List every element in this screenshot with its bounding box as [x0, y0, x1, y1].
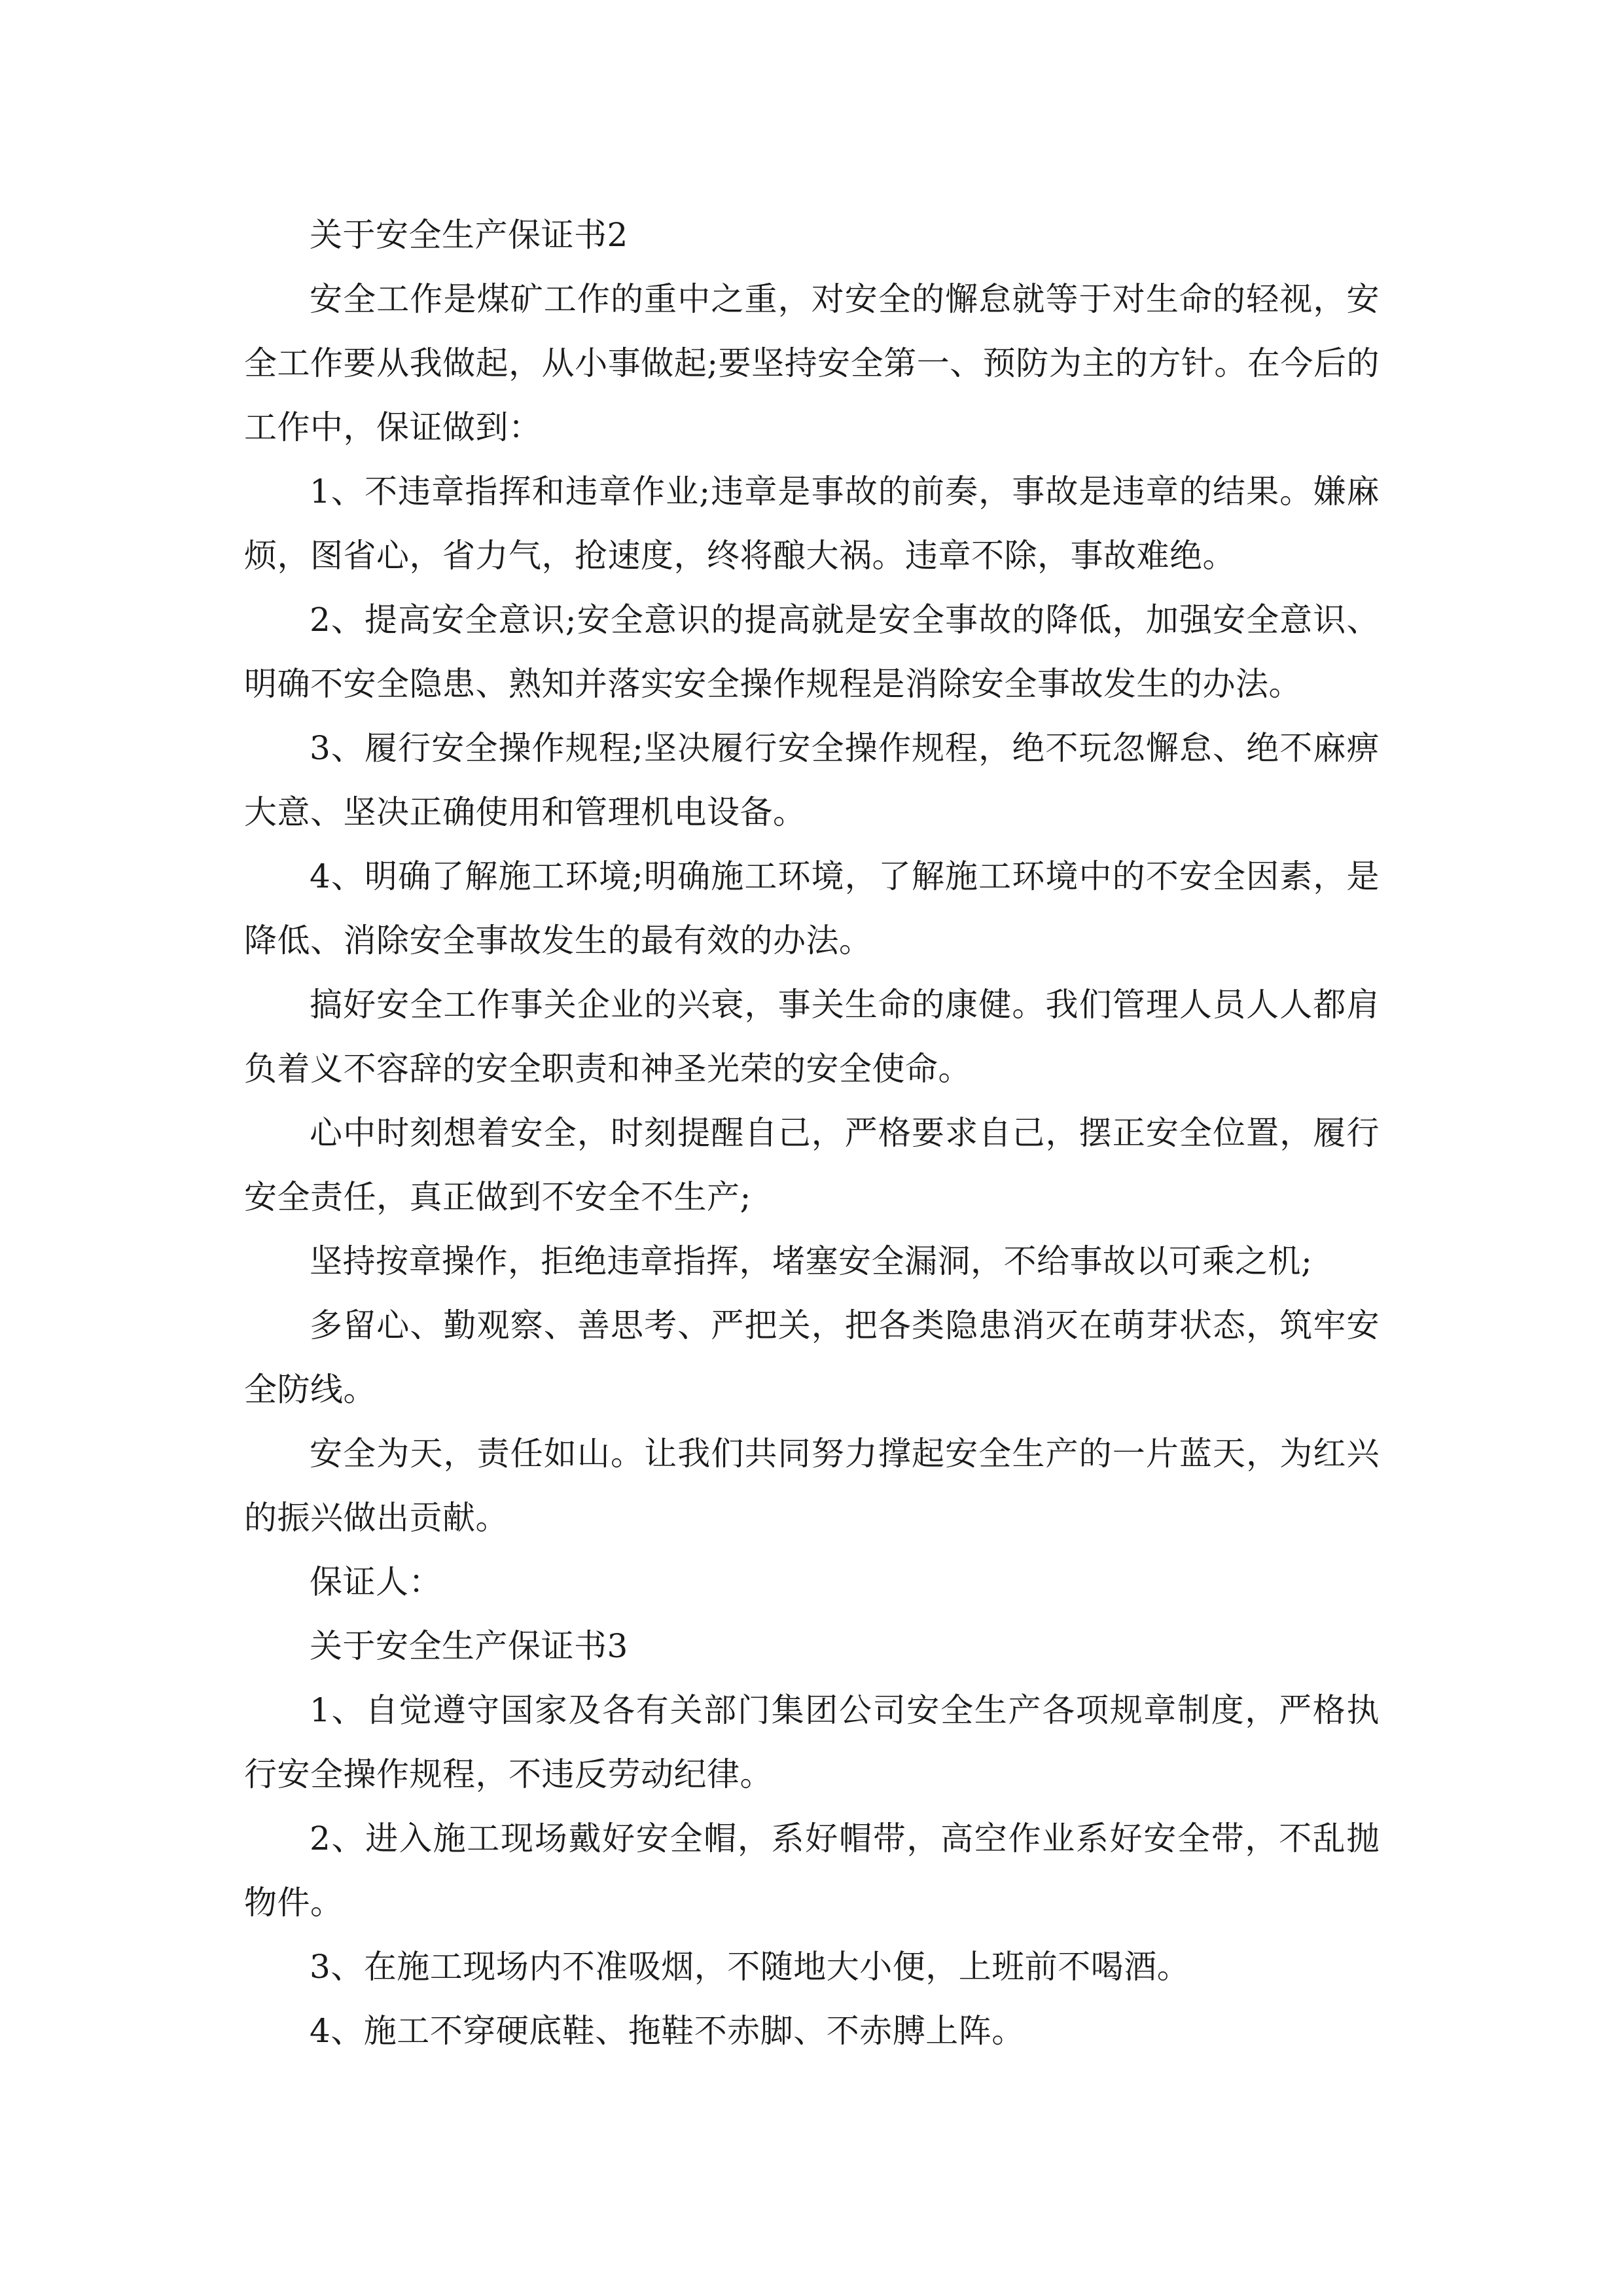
- list-item: 2、提高安全意识;安全意识的提高就是安全事故的降低，加强安全意识、明确不安全隐患、熟知并落实安全操作规程是消除安全事故发生的办法。: [244, 601, 1380, 703]
- intro-paragraph: 安全工作是煤矿工作的重中之重，对安全的懈怠就等于对生命的轻视，安全工作要从我做起，从小事做起;要坚持安全第一、预防为主的方针。在今后的工作中，保证做到：: [244, 280, 1380, 446]
- list-item: 2、进入施工现场戴好安全帽，系好帽带，高空作业系好安全带，不乱抛物件。: [244, 1820, 1380, 1922]
- paragraph-mind: 心中时刻想着安全，时刻提醒自己，严格要求自己，摆正安全位置，履行安全责任，真正做到不安全不生产;: [244, 1114, 1380, 1216]
- paragraph-closing: 安全为天，责任如山。让我们共同努力撑起安全生产的一片蓝天，为红兴的振兴做出贡献。: [244, 1435, 1380, 1537]
- list-item: 1、不违章指挥和违章作业;违章是事故的前奏，事故是违章的结果。嫌麻烦，图省心，省力气，抢速度，终将酿大祸。违章不除，事故难绝。: [244, 473, 1380, 575]
- paragraph-observe: 多留心、勤观察、善思考、严把关，把各类隐患消灭在萌芽状态，筑牢安全防线。: [244, 1306, 1380, 1408]
- paragraph-rules: 坚持按章操作，拒绝违章指挥，堵塞安全漏洞，不给事故以可乘之机;: [310, 1242, 1313, 1280]
- signatory-line: 保证人：: [310, 1563, 442, 1601]
- document-body: [244, 203, 1380, 2063]
- list-item: 4、施工不穿硬底鞋、拖鞋不赤脚、不赤膊上阵。: [310, 2012, 1025, 2050]
- paragraph-duty: 搞好安全工作事关企业的兴衰，事关生命的康健。我们管理人员人人都肩负着义不容辞的安全职责和神圣光荣的安全使命。: [244, 986, 1380, 1088]
- list-item: 1、自觉遵守国家及各有关部门集团公司安全生产各项规章制度，严格执行安全操作规程，不违反劳动纪律。: [244, 1691, 1380, 1793]
- section-heading-3: 关于安全生产保证书3: [310, 1627, 628, 1665]
- section-heading-2: 关于安全生产保证书2: [310, 216, 628, 254]
- list-item: 3、履行安全操作规程;坚决履行安全操作规程，绝不玩忽懈怠、绝不麻痹大意、坚决正确使用和管理机电设备。: [244, 729, 1380, 831]
- list-item: 3、在施工现场内不准吸烟，不随地大小便，上班前不喝酒。: [310, 1948, 1190, 1986]
- list-item: 4、明确了解施工环境;明确施工环境，了解施工环境中的不安全因素，是降低、消除安全事故发生的最有效的办法。: [244, 857, 1380, 960]
